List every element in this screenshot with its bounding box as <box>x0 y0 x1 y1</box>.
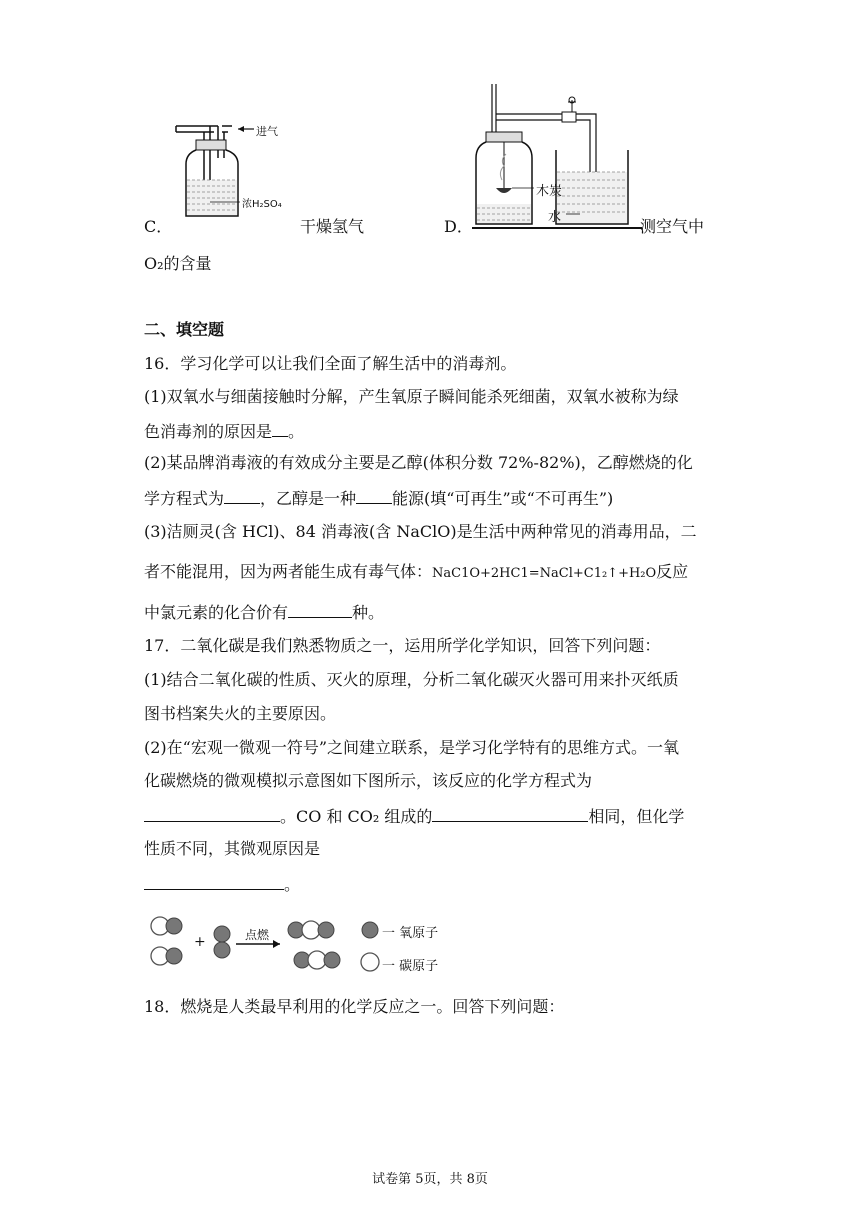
q17-part2-line4: 性质不同，其微观原因是 <box>144 839 321 858</box>
q17-part2-line3 <box>144 807 684 825</box>
option-d-caption: 测空气中 <box>640 217 705 236</box>
q17-part2-line2: 化碳燃烧的微观模拟示意图如下图所示，该反应的化学方程式为 <box>144 771 593 790</box>
svg-text:+: + <box>194 934 206 950</box>
section-heading: 二、填空题 <box>144 320 225 339</box>
q16-part3-text-c: 中氯元素的化合价有 <box>144 603 289 622</box>
option-c-caption: 干燥氢气 <box>300 217 365 236</box>
q16-part1-line1: (1)双氧水与细菌接触时分解，产生氧原子瞬间能杀死细菌，双氧水被称为绿 <box>144 387 679 406</box>
legend-oxygen-atom: 一 氧原子 <box>382 926 439 941</box>
option-c-letter: C． <box>144 217 173 236</box>
q16-part1-text: 色消毒剂的原因是 <box>144 422 273 441</box>
option-d-letter: D． <box>444 217 473 236</box>
q16-part3-line1: (3)洁厕灵(含 HCl)、84 消毒液(含 NaClO)是生活中两种常见的消毒用品，二 <box>144 522 697 541</box>
q16-answer-blank-4[interactable] <box>288 603 352 618</box>
q16-part2-text-b: ，乙醇是一种 <box>260 489 357 508</box>
q16-part2-line1: (2)某品牌消毒液的有效成分主要是乙醇(体积分数 72%-82%)，乙醇燃烧的化 <box>144 453 693 472</box>
q16-stem: 16．学习化学可以让我们全面了解生活中的消毒剂。 <box>144 354 517 373</box>
reaction-condition-label: 点燃 <box>245 928 270 942</box>
q17-part1-line2: 图书档案失火的主要原因。 <box>144 704 337 723</box>
legend-carbon-atom: 一 碳原子 <box>382 959 439 974</box>
q16-part3-text-a: 者不能混用，因为两者能生成有毒气体： <box>144 562 433 581</box>
q16-part3-text-b: 反应 <box>656 562 689 581</box>
q17-part2-end: 。 <box>284 875 301 894</box>
q17-stem: 17．二氧化碳是我们熟悉物质之一，运用所学化学知识，回答下列问题： <box>144 636 661 655</box>
q16-equation: NaC1O+2HC1=NaCl+C1₂↑+H₂O <box>432 566 657 581</box>
q17-answer-blank-2[interactable] <box>432 807 588 822</box>
label-inlet: 进气 <box>256 125 278 138</box>
q17-part2-text-a: 。CO 和 CO₂ 组成的 <box>280 807 433 826</box>
q17-part1-line1: (1)结合二氧化碳的性质、灭火的原理，分析二氧化碳灭火器可用来扑灭纸质 <box>144 670 679 689</box>
q17-answer-blank-3[interactable] <box>144 875 284 890</box>
q16-part3-line2 <box>144 564 688 580</box>
q16-part1-end: 。 <box>288 422 305 441</box>
q17-answer-blank-1[interactable] <box>144 807 280 822</box>
q16-part1-line2 <box>144 422 304 440</box>
q16-part2-line2 <box>144 489 613 507</box>
q18-stem: 18．燃烧是人类最早利用的化学反应之一。回答下列问题： <box>144 997 565 1016</box>
label-charcoal: 木炭 <box>536 184 563 199</box>
q17-part2-line5 <box>144 875 300 893</box>
q17-part2-line1: (2)在“宏观一微观一符号”之间建立联系，是学习化学特有的思维方式。一氧 <box>144 738 680 757</box>
q16-answer-blank-3[interactable] <box>356 489 392 504</box>
q17-part2-text-b: 相同，但化学 <box>588 807 685 826</box>
q16-answer-blank-1[interactable] <box>272 422 288 437</box>
q16-part3-line3 <box>144 603 384 621</box>
q16-answer-blank-2[interactable] <box>224 489 260 504</box>
q16-part2-text-c: 能源(填“可再生”或“不可再生”) <box>392 489 614 508</box>
q16-part2-text-a: 学方程式为 <box>144 489 225 508</box>
label-conc-sulfuric-acid: 浓H₂SO₄ <box>242 199 282 210</box>
q16-part3-text-d: 种。 <box>352 603 385 622</box>
label-water: 水 <box>548 210 562 225</box>
option-d-caption-2: O₂的含量 <box>144 254 212 273</box>
page-footer: 试卷第 5页，共 8页 <box>372 1172 488 1187</box>
